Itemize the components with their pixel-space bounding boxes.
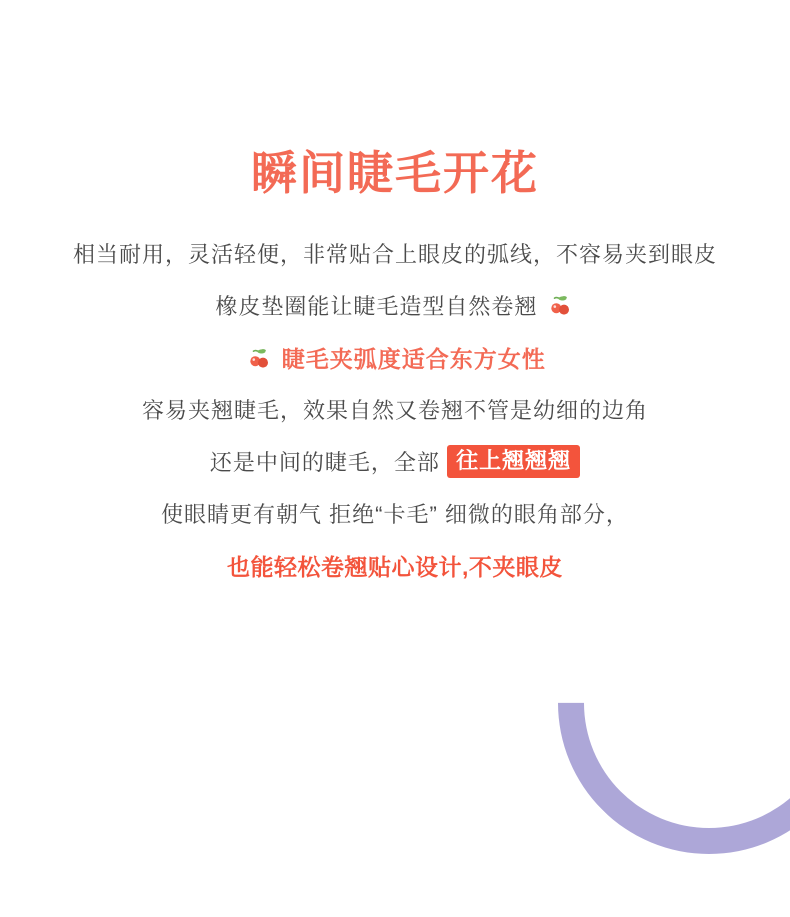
page-title: 瞬间睫毛开花 — [251, 147, 539, 199]
decorative-mask — [750, 434, 790, 734]
body-line-7-text: 也能轻松卷翘贴心设计,不夹眼皮 — [227, 553, 563, 580]
body-line-5 — [0, 437, 790, 489]
body-line-1 — [0, 229, 790, 281]
body-line-4-text: 容易夹翘睫毛，效果自然又卷翘不管是幼细的边角 — [141, 397, 648, 423]
body-copy — [0, 229, 790, 593]
body-line-4 — [0, 385, 790, 437]
body-line-5-text: 还是中间的睫毛，全部 — [209, 449, 440, 475]
cherry-icon — [248, 336, 270, 358]
body-line-2 — [0, 281, 790, 333]
highlight-badge: 往上翘翘翘 — [447, 445, 580, 479]
cherry-icon — [549, 284, 571, 306]
body-line-1-text: 相当耐用，灵活轻便，非常贴合上眼皮的弧线，不容易夹到眼皮 — [72, 241, 717, 267]
body-line-3-text: 睫毛夹弧度适合东方女性 — [281, 345, 546, 372]
body-line-3 — [0, 333, 790, 385]
body-line-6-text: 使眼睛更有朝气 拒绝“卡毛” 细微的眼角部分， — [161, 501, 629, 527]
body-line-2-text: 橡皮垫圈能让睫毛造型自然卷翘 — [215, 293, 538, 319]
body-line-6 — [0, 489, 790, 541]
